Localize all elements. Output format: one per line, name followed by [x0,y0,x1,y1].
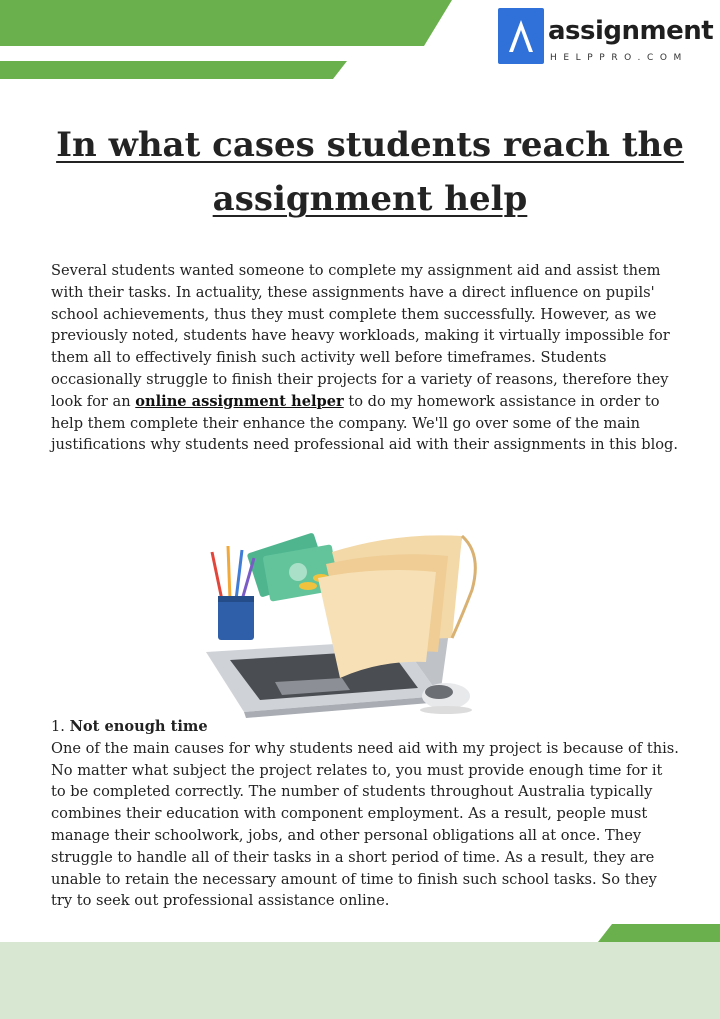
site-logo[interactable] [498,8,714,66]
laptop-study-illustration [200,520,500,720]
pencil-cup-icon [212,546,254,640]
section-1-title: Not enough time [69,718,208,735]
footer-decor-bands [0,920,720,1019]
section-1 [51,716,681,912]
article-title: In what cases students reach the assignment help [56,125,684,219]
mouse-icon [420,683,472,714]
intro-paragraph [51,260,681,456]
section-1-heading [51,716,681,738]
intro-text-after-link: to do my homework assistance in order to help them complete their enhance the company. We'll go over some of the main justifications why students need professional aid with their assignments in this blog. [51,392,679,454]
paper-pages-icon [318,535,475,678]
logo-wordmark: assignment [548,16,714,46]
section-1-number: 1. [51,718,65,735]
section-1-body: One of the main causes for why students need aid with my project is because of this. No matter what subject the project relates to, you must provide enough time for it to be completed correctly. The number of students throughout Australia typically combines their education with component employment. As a result, people must manage their schoolwork, jobs, and other personal obligations all at once. They struggle to handle all of their tasks in a short period of time. As a result, they are unable to retain the necessary amount of time to finish such school tasks. So they try to seek out professional assistance online. [51,739,679,910]
intro-text-before-link: Several students wanted someone to complete my assignment aid and assist them with their tasks. In actuality, these assignments have a direct influence on pupils' school achievements, thus they must complete them successfully. However, as we previously noted, students have heavy workloads, making it virtually impossible for them all to effectively finish such activity well before timeframes. Students occasionally struggle to finish their projects for a variety of reasons, therefore they look for an [51,262,670,410]
logo-mark-icon [498,8,544,64]
logo-subtitle: HELPPRO.COM [550,53,688,63]
online-assignment-helper-link[interactable]: online assignment helper [135,392,344,410]
